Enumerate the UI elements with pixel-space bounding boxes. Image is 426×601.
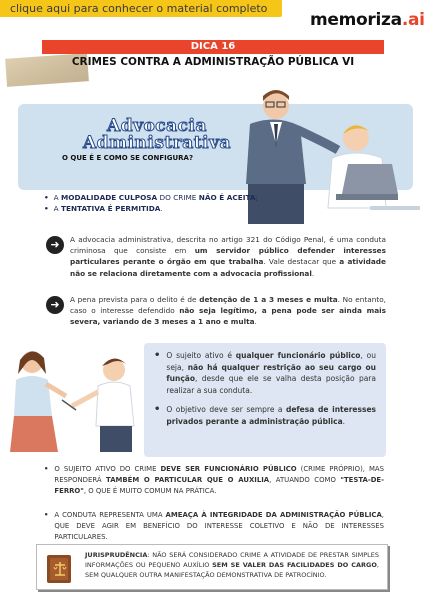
bullet-text: A MODALIDADE CULPOSA DO CRIME NÃO É ACEITA;	[53, 193, 258, 202]
bullet-icon: •	[154, 404, 161, 415]
memoriza-logo[interactable]	[310, 10, 425, 30]
paragraph-text: A advocacia administrativa, descrita no artigo 321 do Código Penal, é uma conduta criminosa que consiste em um servidor público defender interesses particulares perante o órgão em que trabalha. Vale destacar que a atividade não se relaciona diretamente com a advocacia profissional.	[70, 235, 386, 278]
bullet-icon: •	[154, 350, 161, 361]
list-item	[44, 192, 374, 203]
hero-title-line1: Advocacia	[107, 116, 207, 136]
list-item	[44, 203, 374, 214]
top-bullets	[44, 192, 374, 214]
logo-main: memoriza	[310, 10, 402, 30]
bullet-icon: •	[44, 465, 49, 473]
arrow-right-icon: ➜	[46, 296, 64, 314]
material-link[interactable]: clique aqui para conhecer o material completo	[0, 0, 282, 17]
dica-banner: DICA 16	[42, 40, 384, 54]
box-item-text: O objetivo deve ser sempre a defesa de interesses privados perante a administração pública.	[166, 405, 376, 426]
paragraph-definition	[46, 234, 386, 279]
jurisprudencia-box	[36, 544, 388, 590]
hero-title-line2: Administrativa	[83, 133, 231, 153]
paragraph-text: A pena prevista para o delito é de detenção de 1 a 3 meses e multa. No entanto, caso o interesse defendido não seja legítimo, a pena pode ser ainda mais severa, variando de 3 meses a 1 ano e multa.	[70, 295, 386, 327]
bottom-bullet-1	[44, 464, 384, 497]
bullet-text: O SUJEITO ATIVO DO CRIME DEVE SER FUNCIONÁRIO PÚBLICO (CRIME PRÓPRIO), MAS RESPONDERÁ TAMBÉM O PARTICULAR QUE O AUXILIA, ATUANDO COMO "TESTA-DE-FERRO", O QUE É MUITO COMUM NA PRÁTICA.	[54, 465, 384, 495]
info-box	[144, 343, 386, 457]
list-item	[44, 510, 384, 543]
paragraph-pena	[46, 294, 386, 328]
logo-accent: .ai	[401, 10, 425, 30]
bullet-text: A TENTATIVA É PERMITIDA.	[53, 204, 163, 213]
book-icon	[45, 553, 75, 585]
bullet-icon: •	[44, 204, 49, 213]
arrow-right-icon: ➜	[46, 236, 64, 254]
hero-subtitle: O QUE É E COMO SE CONFIGURA?	[62, 154, 194, 162]
hero-title	[82, 118, 232, 152]
box-item-text: O sujeito ativo é qualquer funcionário público, ou seja, não há qualquer restrição ao seu cargo ou função, desde que ele se valha desta posição para realizar a sua conduta.	[166, 351, 376, 395]
bottom-bullet-2	[44, 510, 384, 543]
list-item	[44, 464, 384, 497]
bullet-icon: •	[44, 511, 49, 519]
jurisprudencia-text: JURISPRUDÊNCIA: NÃO SERÁ CONSIDERADO CRIME A ATIVIDADE DE PRESTAR SIMPLES INFORMAÇÕES OU PEQUENO AUXÍLIO SEM SE VALER DAS FACILIDADES DO CARGO, SEM QUALQUER OUTRA MANIFESTAÇÃO DEMONSTRATIVA DE PATROCÍNIO.	[85, 551, 379, 579]
list-item	[154, 350, 376, 396]
page-title: CRIMES CONTRA A ADMINISTRAÇÃO PÚBLICA VI	[71, 56, 355, 68]
bullet-text: A CONDUTA REPRESENTA UMA AMEAÇA À INTEGRIDADE DA ADMINISTRAÇÃO PÚBLICA, QUE DEVE AGIR EM BENEFÍCIO DO INTERESSE COLETIVO E NÃO DE INTERESSES PARTICULARES.	[54, 511, 384, 541]
conversation-illustration	[2, 340, 152, 452]
list-item	[154, 404, 376, 427]
bullet-icon: •	[44, 193, 49, 202]
